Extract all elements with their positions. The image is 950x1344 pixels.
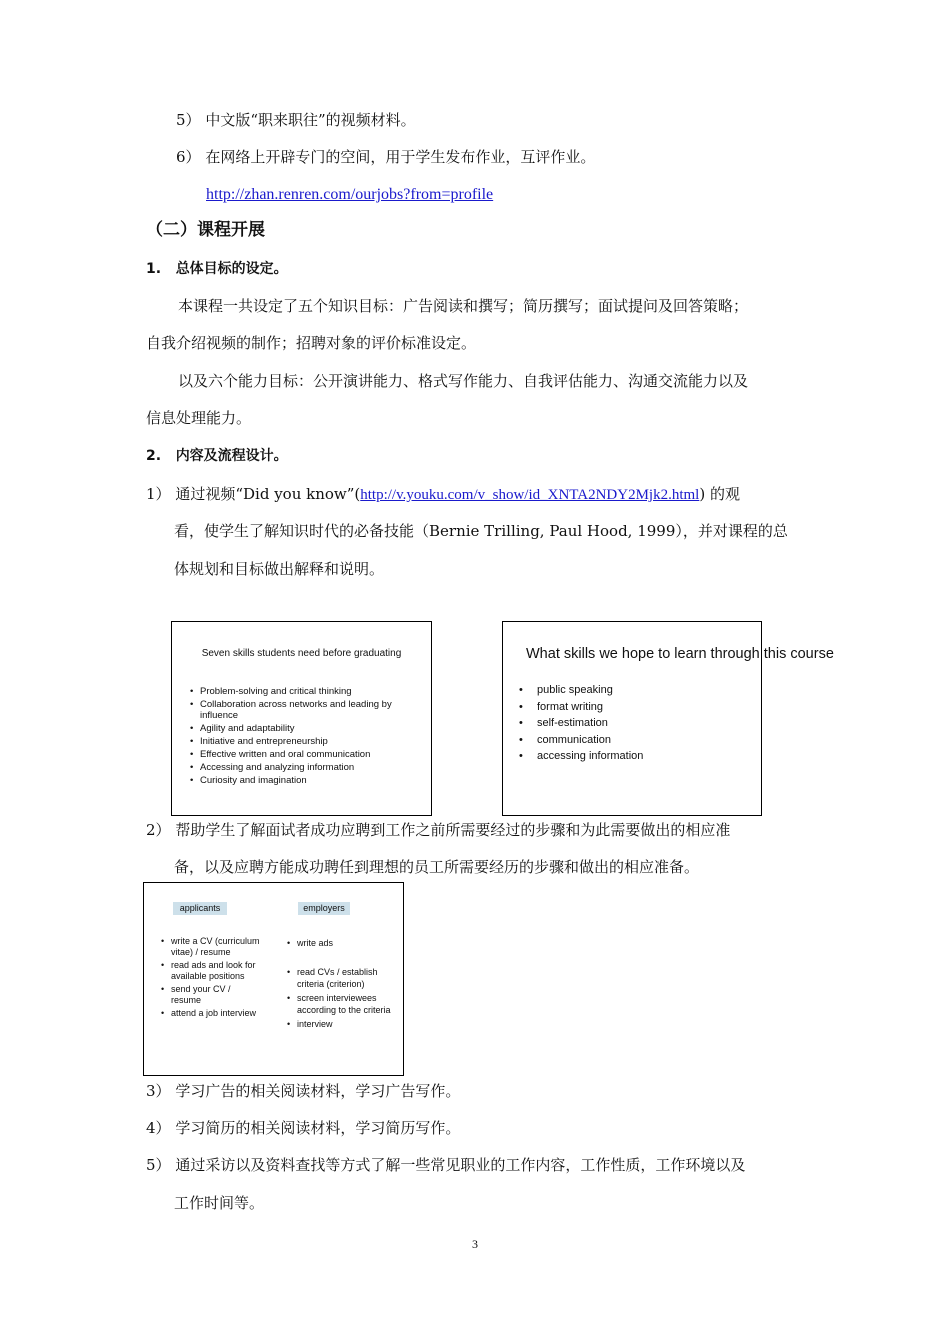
slide-bullet: • read CVs / establish criteria (criterion) — [287, 966, 392, 990]
slide-bullet-list — [519, 682, 749, 765]
slide-bullet-list — [190, 686, 415, 788]
subheading-title: 内容及流程设计。 — [175, 448, 288, 464]
item-number: 2） — [146, 821, 171, 839]
list-item — [146, 1081, 460, 1101]
slide-bullet: • Effective written and oral communication — [190, 749, 415, 760]
employers-label: employers — [298, 902, 350, 915]
item-text: 通过视频“Did you know”( — [175, 485, 361, 503]
item-number: 1） — [146, 485, 171, 503]
slide-bullet: • Initiative and entrepreneurship — [190, 736, 415, 747]
employers-list — [287, 937, 392, 1032]
slide-bullet: • format writing — [519, 699, 749, 716]
list-item — [146, 484, 740, 505]
slide-bullet: • Collaboration across networks and leading by influence — [190, 699, 415, 721]
slide-bullet: • accessing information — [519, 748, 749, 765]
item-number: 6） — [176, 148, 201, 166]
slide-bullet: • Problem-solving and critical thinking — [190, 686, 415, 697]
item-number: 5） — [176, 111, 201, 129]
slide-bullet: • write a CV (curriculum vitae) / resume — [161, 936, 261, 958]
youku-video-link[interactable]: http://v.youku.com/v_show/id_XNTA2NDY2Mjk2.html — [360, 487, 700, 503]
paragraph-line: 以及六个能力目标：公开演讲能力、格式写作能力、自我评估能力、沟通交流能力以及 — [178, 372, 749, 390]
slide-title: Seven skills students need before graduating — [201, 648, 402, 659]
list-item — [146, 1155, 745, 1175]
list-item — [146, 1118, 460, 1138]
paragraph-line: 本课程一共设定了五个知识目标：广告阅读和撰写；简历撰写；面试提问及回答策略； — [178, 297, 749, 315]
slide-bullet: • screen interviewees according to the criteria — [287, 992, 392, 1016]
paragraph-line: 自我介绍视频的制作；招聘对象的评价标准设定。 — [146, 334, 477, 352]
slide-bullet: • interview — [287, 1018, 392, 1030]
slide-seven-skills — [171, 621, 432, 816]
paragraph-line: 工作时间等。 — [174, 1194, 265, 1212]
list-item — [176, 110, 416, 130]
slide-applicants-employers — [143, 882, 404, 1076]
subheading-number: 1. — [146, 261, 162, 277]
item-text: 学习广告的相关阅读材料，学习广告写作。 — [175, 1082, 461, 1100]
slide-bullet: • send your CV / resume — [161, 984, 261, 1006]
slide-bullet: • self-estimation — [519, 715, 749, 732]
item-number: 4） — [146, 1119, 171, 1137]
slide-bullet: • communication — [519, 732, 749, 749]
slide-bullet: • write ads — [287, 937, 392, 949]
page-number: 3 — [472, 1237, 478, 1251]
applicants-list — [161, 936, 261, 1021]
subheading-1 — [146, 259, 288, 279]
paragraph-line: 备，以及应聘方能成功聘任到理想的员工所需要经历的步骤和做出的相应准备。 — [174, 858, 700, 876]
slide-bullet: • read ads and look for available positions — [161, 960, 261, 982]
item-text: 学习简历的相关阅读材料，学习简历写作。 — [175, 1119, 461, 1137]
applicants-label: applicants — [173, 902, 227, 915]
slide-bullet: • Curiosity and imagination — [190, 775, 415, 786]
item-text: 帮助学生了解面试者成功应聘到工作之前所需要经过的步骤和为此需要做出的相应准 — [175, 821, 731, 839]
paragraph-line: 信息处理能力。 — [146, 409, 252, 427]
paragraph-line: 看，使学生了解知识时代的必备技能（Bernie Trilling, Paul Hood, 1999），并对课程的总 — [174, 522, 788, 540]
section-heading: （二）课程开展 — [146, 220, 265, 240]
subheading-number: 2. — [146, 448, 162, 464]
profile-link[interactable]: http://zhan.renren.com/ourjobs?from=profile — [206, 186, 494, 203]
slide-bullet: • Accessing and analyzing information — [190, 762, 415, 773]
list-item — [146, 820, 730, 840]
item-text: ) 的观 — [699, 485, 740, 503]
subheading-2 — [146, 446, 288, 466]
item-number: 3） — [146, 1082, 171, 1100]
item-text: 中文版“职来职往”的视频材料。 — [205, 111, 416, 129]
subheading-title: 总体目标的设定。 — [175, 261, 288, 277]
slide-bullet: • Agility and adaptability — [190, 723, 415, 734]
paragraph-line: 体规划和目标做出解释和说明。 — [174, 560, 385, 578]
slide-bullet: • attend a job interview — [161, 1008, 261, 1019]
item-number: 5） — [146, 1156, 171, 1174]
slide-bullet: • public speaking — [519, 682, 749, 699]
item-text: 通过采访以及资料查找等方式了解一些常见职业的工作内容，工作性质，工作环境以及 — [175, 1156, 746, 1174]
list-item — [176, 147, 595, 167]
slide-title: What skills we hope to learn through this course — [526, 646, 834, 662]
item-text: 在网络上开辟专门的空间，用于学生发布作业，互评作业。 — [205, 148, 596, 166]
